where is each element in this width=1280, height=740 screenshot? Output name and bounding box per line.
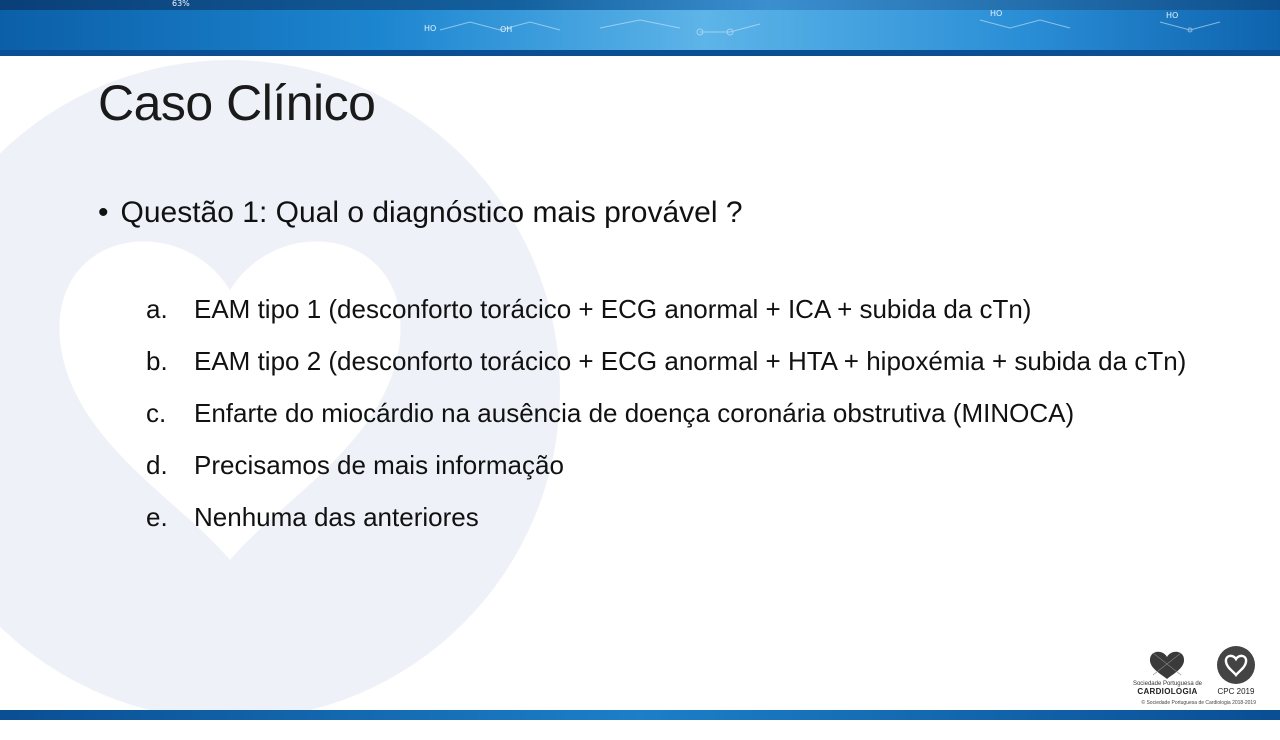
svg-text:OH: OH xyxy=(500,25,513,34)
option-e xyxy=(146,494,1206,540)
spc-heart-icon xyxy=(1147,647,1187,681)
svg-text:HO: HO xyxy=(990,9,1003,18)
question xyxy=(98,196,1198,230)
option-a xyxy=(146,286,1206,332)
option-letter: d. xyxy=(146,450,168,480)
option-letter: a. xyxy=(146,294,168,324)
answer-options xyxy=(146,286,1206,546)
spc-caption-small: Sociedade Portuguesa de xyxy=(1132,681,1202,687)
footer-logos xyxy=(1133,645,1256,696)
banner-text: 63% xyxy=(172,0,190,8)
cpc-caption: CPC 2019 xyxy=(1217,687,1255,696)
slide-title: Caso Clínico xyxy=(98,75,376,131)
option-text: EAM tipo 1 (desconforto torácico + ECG anormal + ICA + subida da cTn) xyxy=(194,294,1032,324)
spc-caption: CARDIOLOGIA xyxy=(1137,687,1198,696)
bullet-icon: • xyxy=(98,196,109,229)
svg-text:HO: HO xyxy=(424,24,437,33)
option-d xyxy=(146,442,1206,488)
option-text: Precisamos de mais informação xyxy=(194,450,564,480)
option-letter: b. xyxy=(146,346,168,376)
option-letter: e. xyxy=(146,502,168,532)
option-letter: c. xyxy=(146,398,167,428)
cpc-logo xyxy=(1216,645,1256,696)
option-c xyxy=(146,390,1206,436)
svg-text:HO: HO xyxy=(1166,11,1179,20)
bottom-bar xyxy=(0,710,1280,720)
copyright-text: © Sociedade Portuguesa de Cardiologia 2018-2019 xyxy=(1141,700,1256,706)
question-text: Questão 1: Qual o diagnóstico mais provável ? xyxy=(120,196,743,229)
option-b xyxy=(146,338,1206,384)
spc-logo xyxy=(1133,647,1202,696)
cpc-heart-icon xyxy=(1216,645,1256,685)
option-text: Enfarte do miocárdio na ausência de doença coronária obstrutiva (MINOCA) xyxy=(194,398,1075,428)
option-text: EAM tipo 2 (desconforto torácico + ECG anormal + HTA + hipoxémia + subida da cTn) xyxy=(194,346,1187,376)
option-text: Nenhuma das anteriores xyxy=(194,502,479,532)
